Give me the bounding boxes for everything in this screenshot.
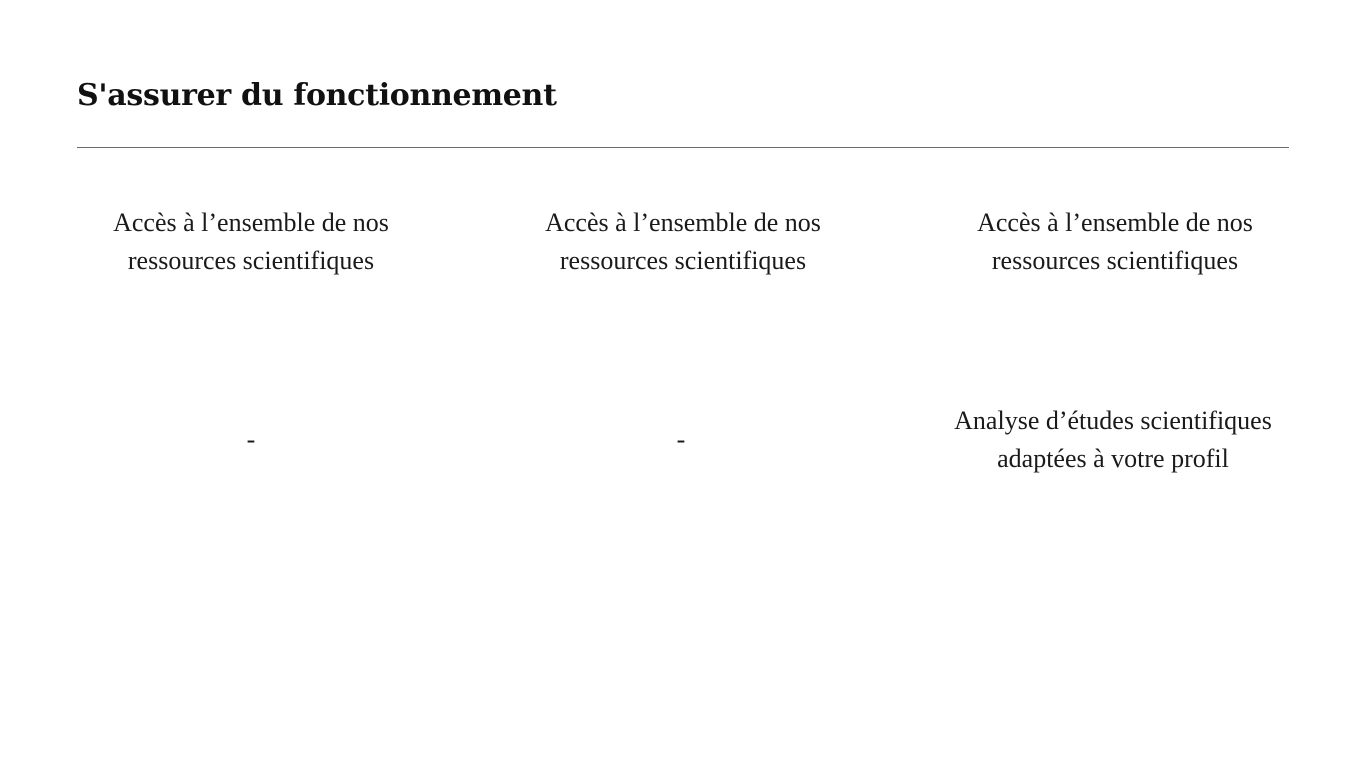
title-divider bbox=[77, 147, 1289, 148]
feature-cell: Analyse d’études scientifiques adaptées à votre profil bbox=[954, 406, 1272, 473]
feature-cell: - bbox=[246, 425, 256, 454]
feature-cell: - bbox=[676, 425, 686, 454]
feature-row bbox=[77, 200, 1289, 330]
feature-cell: Accès à l’ensemble de nos ressources scientifiques bbox=[545, 208, 821, 275]
features-section bbox=[77, 0, 1289, 768]
feature-row bbox=[77, 385, 1289, 495]
feature-comparison-grid bbox=[77, 200, 1289, 495]
section-title: S'assurer du fonctionnement bbox=[77, 78, 557, 113]
feature-cell: Accès à l’ensemble de nos ressources scientifiques bbox=[977, 208, 1253, 275]
feature-cell: Accès à l’ensemble de nos ressources scientifiques bbox=[113, 208, 389, 275]
